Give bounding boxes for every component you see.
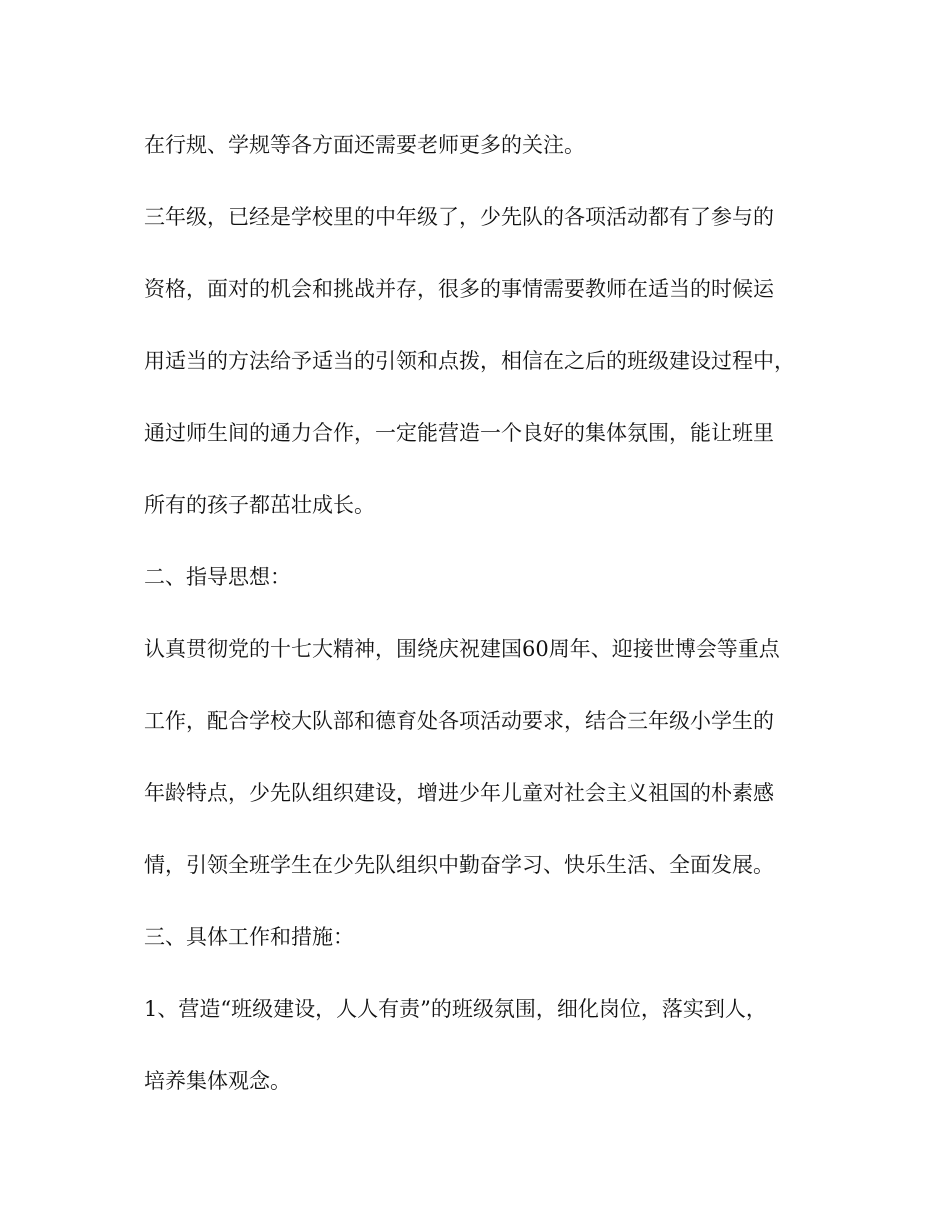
text-line: 工作，配合学校大队部和德育处各项活动要求，结合三年级小学生的 <box>144 709 774 733</box>
text-line: 资格，面对的机会和挑战并存，很多的事情需要教师在适当的时候运 <box>144 277 774 301</box>
text-line: 通过师生间的通力合作，一定能营造一个良好的集体氛围，能让班里 <box>144 421 774 445</box>
text-line: 1、营造“班级建设，人人有责”的班级氛围，细化岗位，落实到人， <box>144 997 767 1021</box>
text-line: 三年级，已经是学校里的中年级了，少先队的各项活动都有了参与的 <box>144 205 774 229</box>
section-heading: 二、指导思想： <box>144 565 291 589</box>
section-heading: 三、具体工作和措施： <box>144 925 354 949</box>
text-line: 培养集体观念。 <box>144 1069 291 1093</box>
text-line: 情，引领全班学生在少先队组织中勤奋学习、快乐生活、全面发展。 <box>144 853 774 877</box>
text-line: 用适当的方法给予适当的引领和点拨，相信在之后的班级建设过程中， <box>144 349 795 373</box>
text-line: 年龄特点，少先队组织建设，增进少年儿童对社会主义祖国的朴素感 <box>144 781 774 805</box>
text-line: 认真贯彻党的十七大精神，围绕庆祝建国60周年、迎接世博会等重点 <box>144 637 780 661</box>
text-line: 在行规、学规等各方面还需要老师更多的关注。 <box>144 133 585 157</box>
text-line: 所有的孩子都茁壮成长。 <box>144 493 375 517</box>
